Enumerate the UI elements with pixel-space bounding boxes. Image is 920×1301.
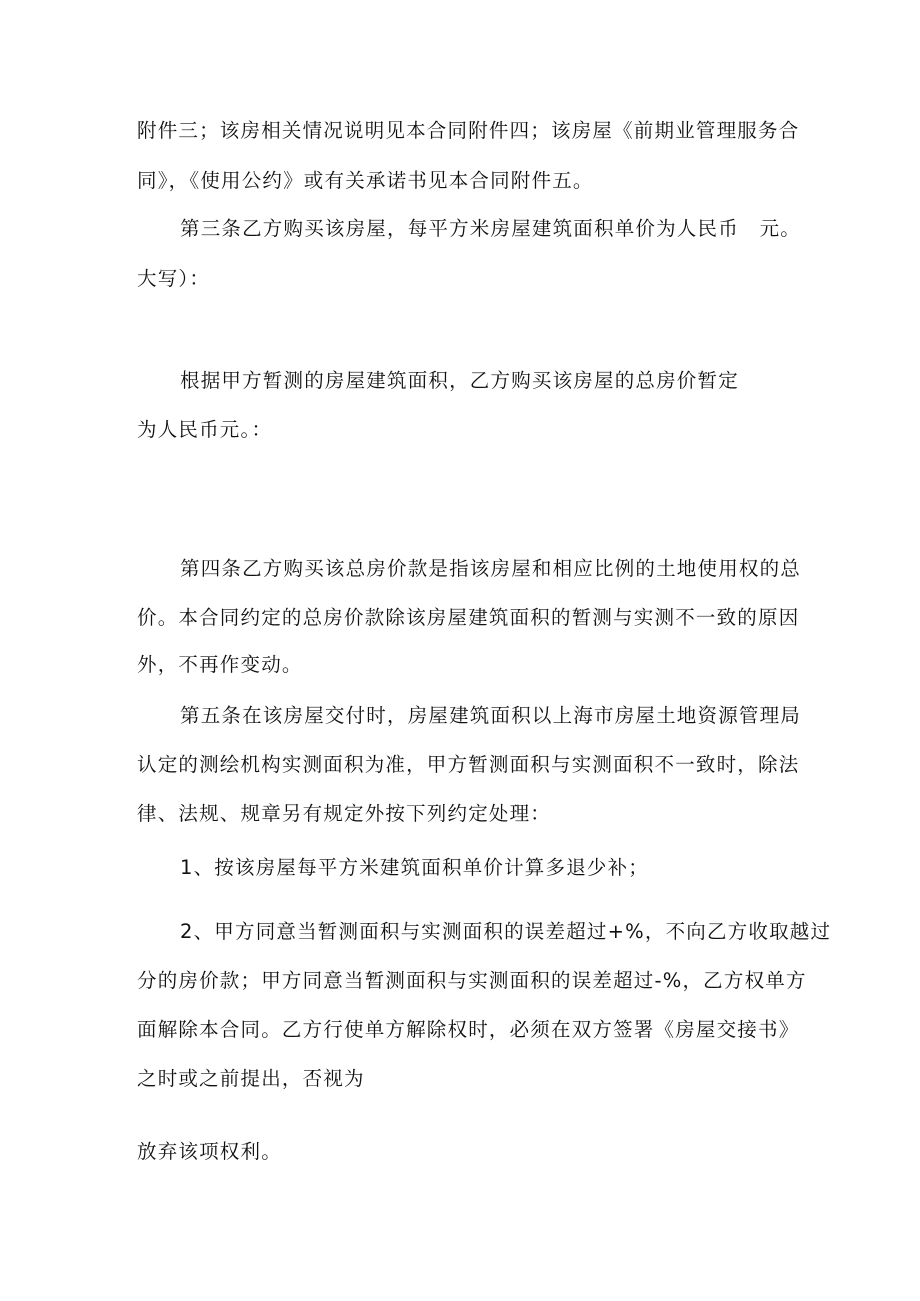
text-line-17: 之时或之前提出，否视为 xyxy=(137,1067,365,1090)
text-line-2: 同》，《使用公约》或有关承诺书见本合同附件五。 xyxy=(137,169,594,192)
text-line-11: 认定的测绘机构实测面积为准，甲方暂测面积与实测面积不一致时，除法 xyxy=(137,753,800,776)
text-line-7: 第四条乙方购买该总房价款是指该房屋和相应比例的土地使用权的总 xyxy=(180,557,802,580)
text-line-4: 大写）： xyxy=(137,267,211,290)
text-line-15: 分的房价款；甲方同意当暂测面积与实测面积的误差超过-%，乙方权单方 xyxy=(137,969,807,992)
text-line-16: 面解除本合同。乙方行使单方解除权时，必须在双方签署《房屋交接书》 xyxy=(137,1018,800,1041)
text-line-13: 1、按该房屋每平方米建筑面积单价计算多退少补； xyxy=(180,856,650,879)
text-line-5: 根据甲方暂测的房屋建筑面积，乙方购买该房屋的总房价暂定 xyxy=(180,369,739,392)
text-line-9: 外，不再作变动。 xyxy=(137,653,303,676)
text-line-8: 价。本合同约定的总房价款除该房屋建筑面积的暂测与实测不一致的原因 xyxy=(137,606,800,629)
text-line-1: 附件三；该房相关情况说明见本合同附件四；该房屋《前期业管理服务合 xyxy=(137,119,800,142)
text-line-18: 放弃该项权利。 xyxy=(137,1140,282,1163)
text-line-6: 为人民币元。： xyxy=(137,418,273,441)
text-line-3: 第三条乙方购买该房屋，每平方米房屋建筑面积单价为人民币 元。 xyxy=(180,217,802,240)
text-line-12: 律、法规、规章另有规定外按下列约定处理： xyxy=(137,802,552,825)
text-line-10: 第五条在该房屋交付时，房屋建筑面积以上海市房屋土地资源管理局 xyxy=(180,704,802,727)
text-line-14: 2、甲方同意当暂测面积与实测面积的误差超过+%，不向乙方收取越过 xyxy=(180,920,832,943)
